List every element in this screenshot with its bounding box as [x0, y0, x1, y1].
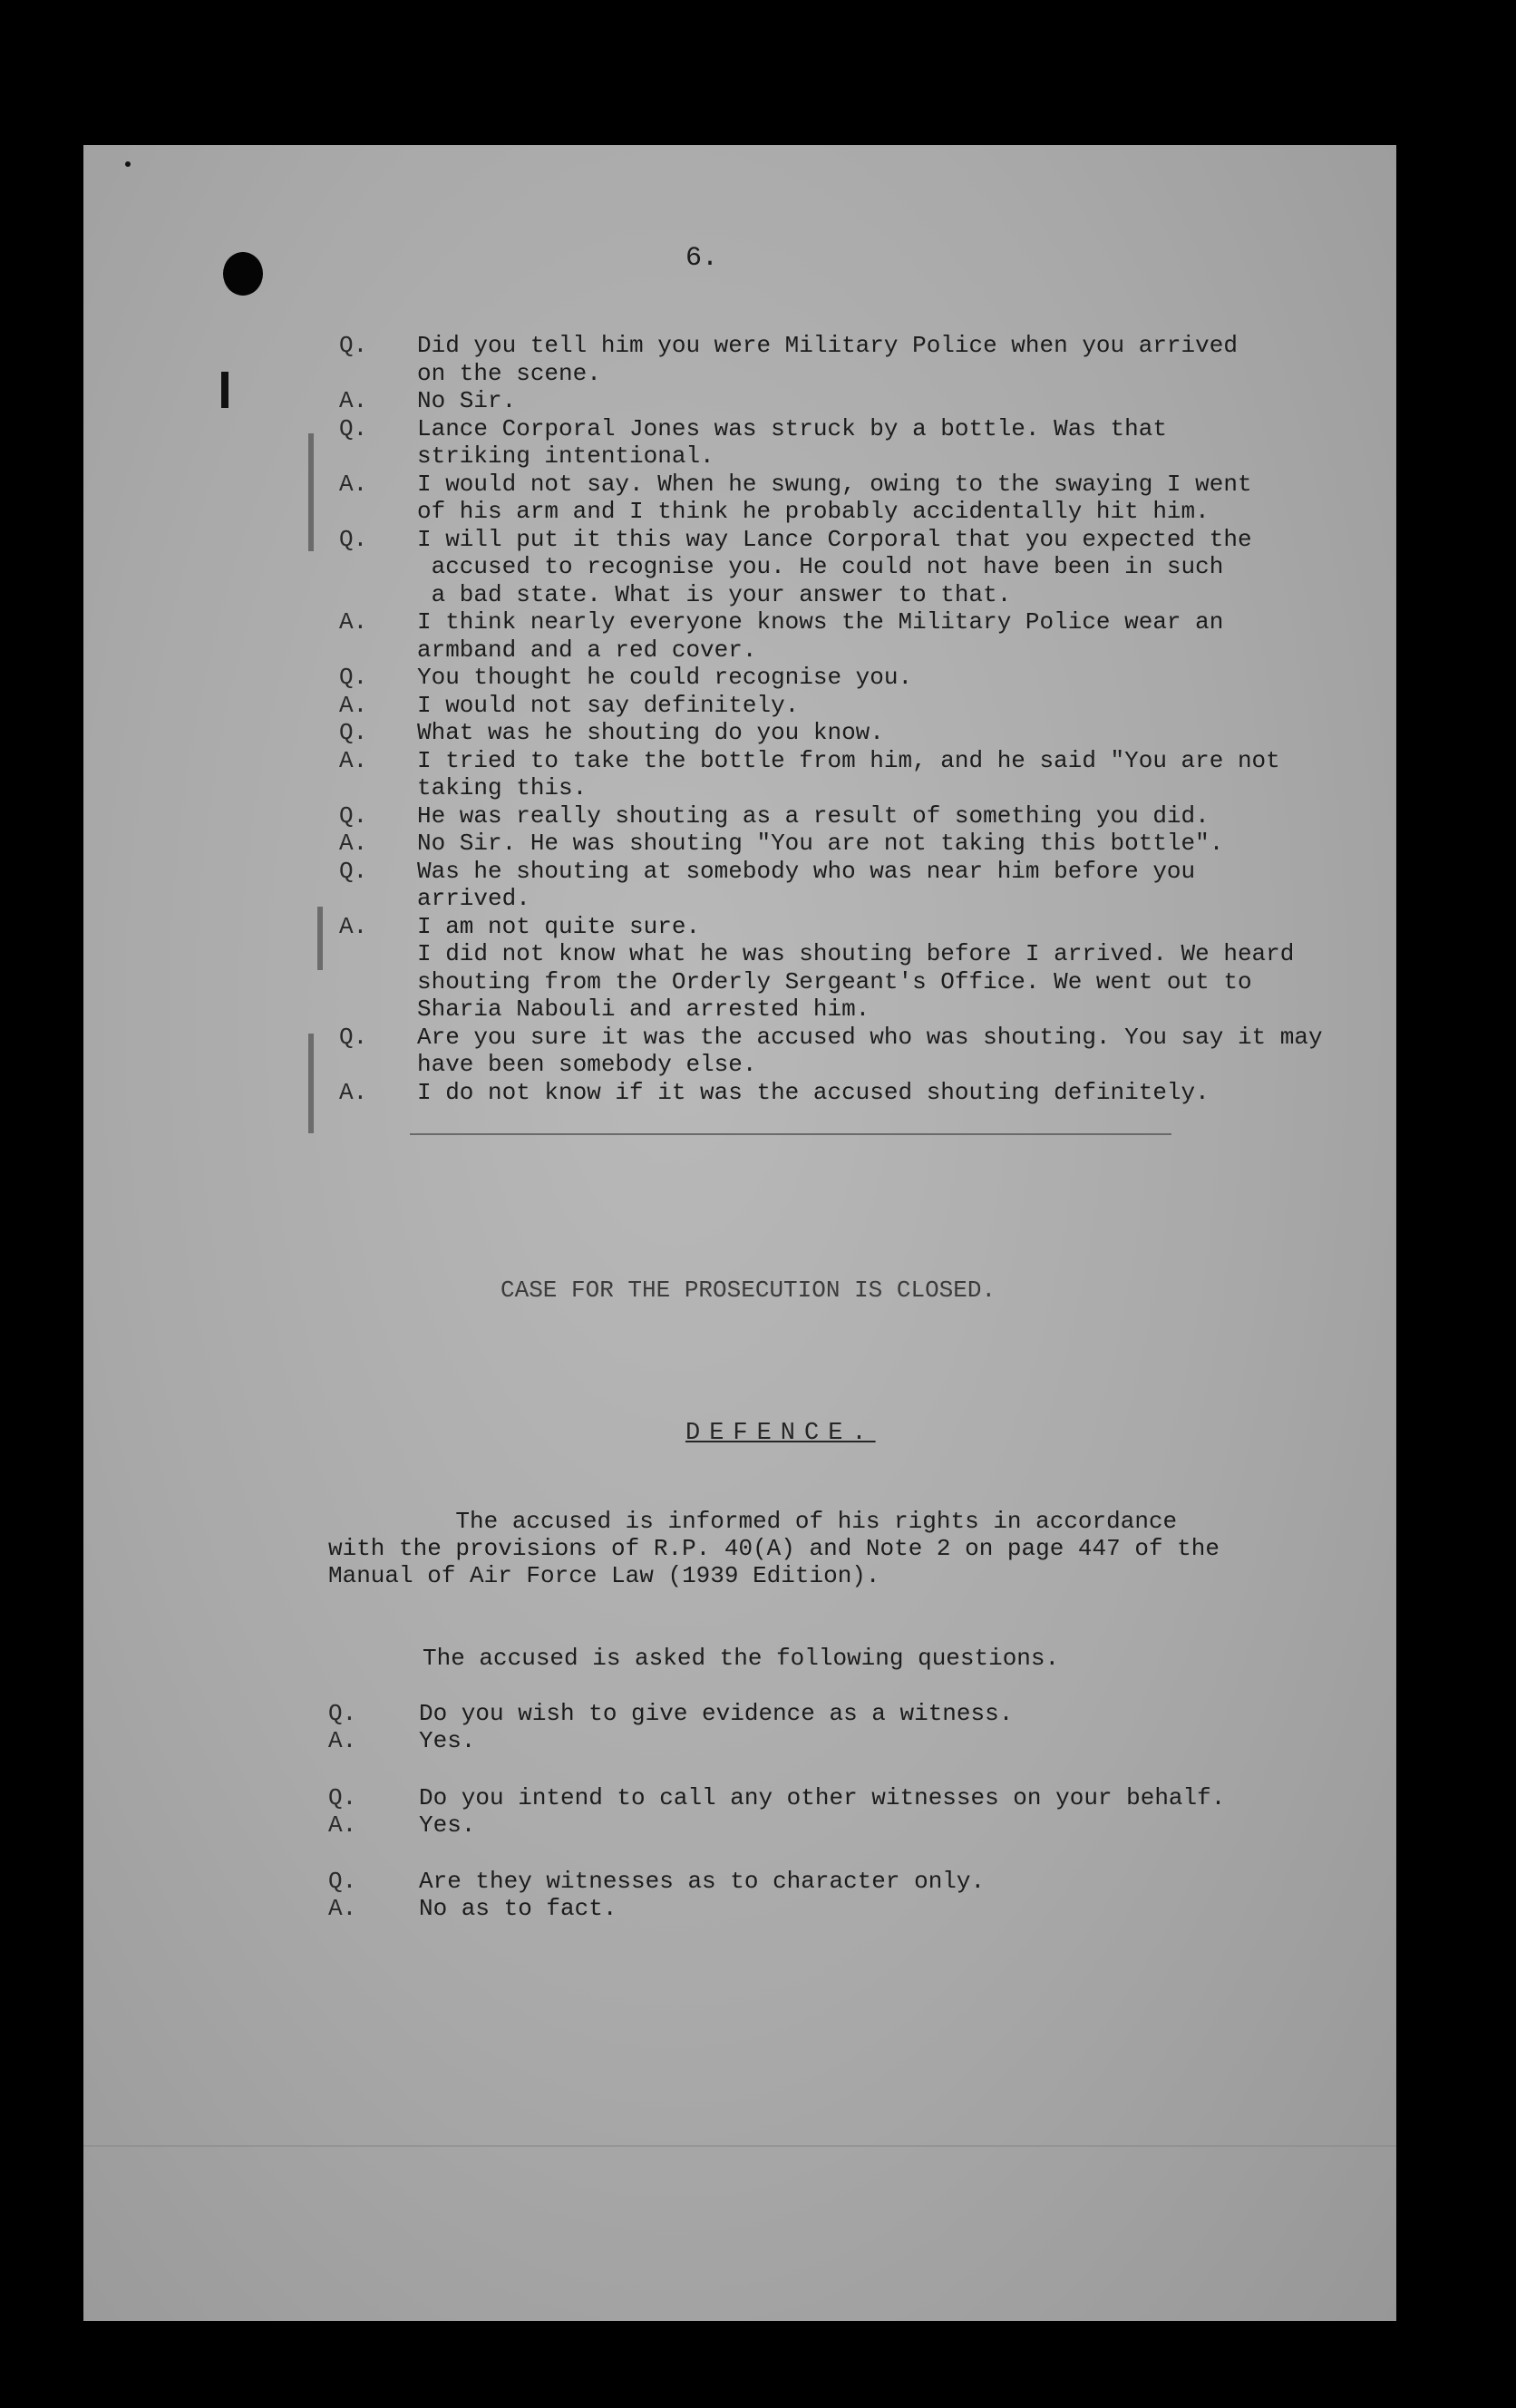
question-label: Q.: [339, 664, 368, 691]
question-label: Q.: [339, 719, 368, 746]
question-text-line: You thought he could recognise you.: [417, 664, 913, 691]
question-text-line: Was he shouting at somebody who was near him before you: [417, 857, 1196, 885]
margin-line: [317, 907, 323, 970]
question-text-line: arrived.: [417, 885, 530, 912]
question-text-line: Lance Corporal Jones was struck by a bottle. Was that: [417, 414, 1167, 442]
answer-text-line: I would not say. When he swung, owing to the swaying I went: [417, 470, 1252, 498]
question-label: Q.: [339, 414, 368, 442]
answer-text-line: Sharia Nabouli and arrested him.: [417, 995, 870, 1023]
page-crease: [83, 2145, 1396, 2147]
answer-label: A.: [339, 1078, 368, 1106]
margin-line: [308, 1034, 314, 1133]
defence-heading: DEFENCE.: [685, 1420, 876, 1447]
section-rule: [410, 1133, 1171, 1135]
answer-label: A.: [339, 746, 368, 774]
defence-paragraph-line: Manual of Air Force Law (1939 Edition).: [328, 1562, 880, 1589]
answer-label: A.: [339, 470, 368, 498]
defence-question: Do you intend to call any other witnesses on your behalf.: [419, 1784, 1226, 1811]
answer-text-line: No Sir. He was shouting "You are not taking this bottle".: [417, 830, 1224, 857]
answer-text-line: I think nearly everyone knows the Military Police wear an: [417, 608, 1224, 636]
ink-mark: [125, 161, 131, 167]
answer-label: A.: [339, 387, 368, 414]
question-text-line: Are you sure it was the accused who was shouting. You say it may: [417, 1023, 1323, 1051]
question-text-line: have been somebody else.: [417, 1051, 757, 1078]
prosecution-closed-heading: CASE FOR THE PROSECUTION IS CLOSED.: [500, 1277, 996, 1304]
question-text-line: I will put it this way Lance Corporal that you expected the: [417, 525, 1252, 553]
defence-paragraph-line: with the provisions of R.P. 40(A) and Note 2 on page 447 of the: [328, 1535, 1220, 1562]
answer-text-line: I do not know if it was the accused shouting definitely.: [417, 1078, 1210, 1106]
question-label: Q.: [339, 857, 368, 885]
defence-paragraph-line: The accused is informed of his rights in accordance: [328, 1508, 1178, 1535]
question-label: Q.: [339, 525, 368, 553]
question-text-line: Did you tell him you were Military Police when you arrived: [417, 332, 1238, 359]
punch-hole: [223, 252, 263, 296]
ink-mark: [221, 372, 228, 408]
defence-answer: No as to fact.: [419, 1895, 617, 1922]
answer-label: A.: [339, 691, 368, 719]
answer-text-line: I did not know what he was shouting before I arrived. We heard: [417, 940, 1295, 967]
question-text-line: accused to recognise you. He could not have been in such: [417, 553, 1224, 580]
question-text-line: striking intentional.: [417, 442, 714, 470]
question-label: Q.: [328, 1700, 357, 1727]
question-label: Q.: [328, 1868, 357, 1895]
answer-label: A.: [339, 912, 368, 940]
answer-label: A.: [328, 1895, 357, 1922]
answer-label: A.: [328, 1811, 357, 1839]
question-label: Q.: [339, 1023, 368, 1051]
defence-intro: The accused is asked the following questions.: [423, 1645, 1060, 1672]
question-label: Q.: [328, 1784, 357, 1811]
answer-text-line: No Sir.: [417, 387, 517, 414]
question-text-line: He was really shouting as a result of something you did.: [417, 801, 1210, 830]
answer-text-line: I would not say definitely.: [417, 691, 800, 719]
defence-answer: Yes.: [419, 1811, 476, 1839]
answer-text-line: I tried to take the bottle from him, and he said "You are not: [417, 746, 1280, 774]
answer-label: A.: [328, 1727, 357, 1754]
question-label: Q.: [339, 332, 368, 359]
answer-text-line: shouting from the Orderly Sergeant's Office. We went out to: [417, 967, 1252, 995]
page-number: 6.: [685, 243, 719, 274]
answer-text-line: armband and a red cover.: [417, 636, 757, 664]
question-text-line: What was he shouting do you know.: [417, 719, 884, 746]
answer-label: A.: [339, 608, 368, 636]
answer-text-line: taking this.: [417, 774, 588, 801]
answer-text-line: of his arm and I think he probably accidentally hit him.: [417, 498, 1210, 525]
answer-label: A.: [339, 830, 368, 857]
answer-text-line: I am not quite sure.: [417, 912, 701, 940]
question-text-line: on the scene.: [417, 359, 601, 387]
question-text-line: a bad state. What is your answer to that.: [417, 580, 1012, 608]
defence-question: Do you wish to give evidence as a witness.: [419, 1700, 1014, 1727]
defence-answer: Yes.: [419, 1727, 476, 1754]
question-label: Q.: [339, 801, 368, 830]
margin-line: [308, 433, 314, 551]
defence-question: Are they witnesses as to character only.: [419, 1868, 986, 1895]
